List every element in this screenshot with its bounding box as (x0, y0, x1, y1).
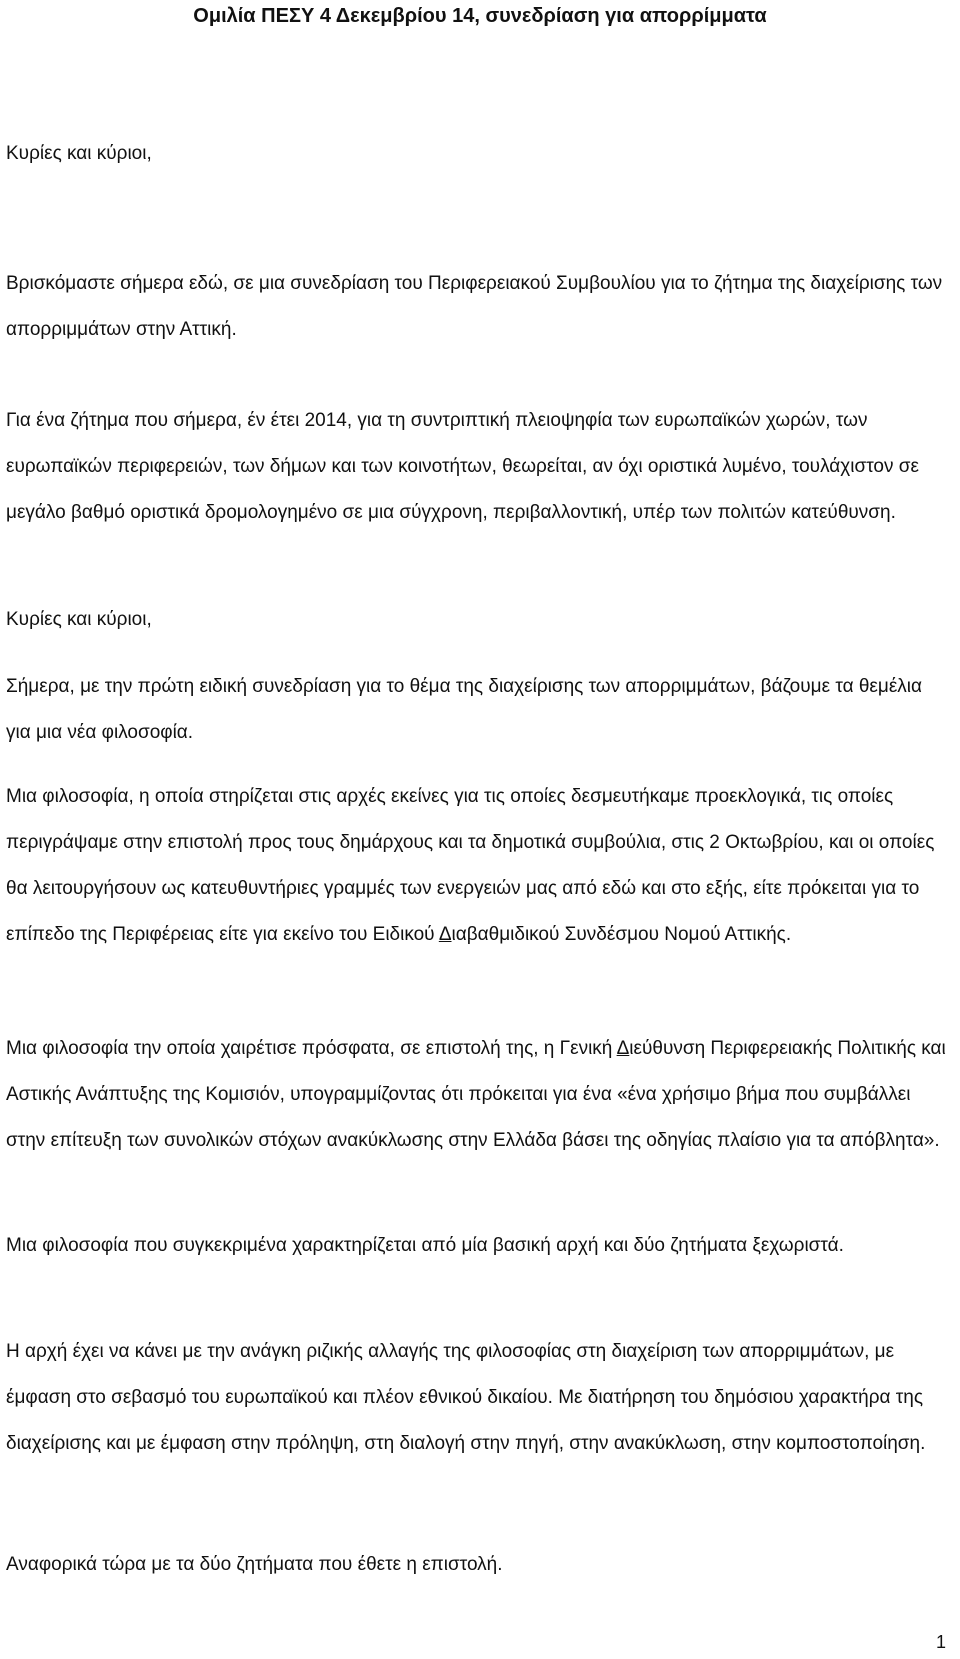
greeting: Κυρίες και κύριοι, (6, 143, 152, 164)
paragraph-5-text-end: ιεύθυνση Περιφερειακής Πολιτικής και Αστικής Ανάπτυξης της Κομισιόν, υπογραμμίζοντας ότι πρόκειται για ένα «ένα χρήσιμο βήμα που συμβάλλει στην επίτευξη των συνολικών στόχων ανακύκλωσης στην Ελλάδα βάσει της οδηγίας πλαίσιο για τα απόβλητα». (6, 1038, 946, 1151)
paragraph-6: Μια φιλοσοφία που συγκεκριμένα χαρακτηρίζεται από μία βασική αρχή και δύο ζητήματα ξεχωριστά. (6, 1235, 844, 1256)
page-number: 1 (935, 1632, 946, 1652)
document-title: Ομιλία ΠΕΣΥ 4 Δεκεμβρίου 14, συνεδρίαση για απορρίμματα (193, 5, 767, 27)
paragraph-5-text-start: Μια φιλοσοφία την οποία χαιρέτισε πρόσφατα, σε επιστολή της, η Γενική (6, 1038, 617, 1059)
paragraph-2: Για ένα ζήτημα που σήμερα, έν έτει 2014, για τη συντριπτική πλειοψηφία των ευρωπαϊκών χωρών, των ευρωπαϊκών περιφερειών, των δήμων και των κοινοτήτων, θεωρείται, αν όχι οριστικά λυμένο, τουλάχιστον σε μεγάλο βαθμό οριστικά δρομολογημένο σε μια σύγχρονη, περιβαλλοντική, υπέρ των πολιτών κατεύθυνση. (6, 410, 919, 523)
paragraph-1: Βρισκόμαστε σήμερα εδώ, σε μια συνεδρίαση του Περιφερειακού Συμβουλίου για το ζήτημα της διαχείρισης των απορριμμάτων στην Αττική. (6, 273, 943, 340)
paragraph-7: Η αρχή έχει να κάνει με την ανάγκη ριζικής αλλαγής της φιλοσοφίας στη διαχείριση των απορριμμάτων, με έμφαση στο σεβασμό του ευρωπαϊκού και πλέον εθνικού δικαίου. Με διατήρηση του δημόσιου χαρακτήρα της διαχείρισης και με έμφαση στην πρόληψη, στη διαλογή στην πηγή, στην ανακύκλωση, στην κομποστοποίηση. (6, 1341, 926, 1454)
paragraph-4-text-end: ιαβαθμιδικού Συνδέσμου Νομού Αττικής. (451, 924, 792, 945)
paragraph-8: Αναφορικά τώρα με τα δύο ζητήματα που έθετε η επιστολή. (6, 1554, 503, 1575)
greeting-2: Κυρίες και κύριοι, (6, 609, 152, 630)
paragraph-3: Σήμερα, με την πρώτη ειδική συνεδρίαση για το θέμα της διαχείρισης των απορριμμάτων, βάζουμε τα θεμέλια για μια νέα φιλοσοφία. (6, 676, 922, 743)
paragraph-4-underlined-letter: Δ (438, 924, 452, 945)
paragraph-5 (6, 1026, 951, 1164)
paragraph-4-text-start: Μια φιλοσοφία, η οποία στηρίζεται στις αρχές εκείνες για τις οποίες δεσμευτήκαμε προεκλογικά, τις οποίες περιγράψαμε στην επιστολή προς τους δημάρχους και τα δημοτικά συμβούλια, στις 2 Οκτωβρίου, και οι οποίες θα λειτουργήσουν ως κατευθυντήριες γραμμές των ενεργειών μας από εδώ και στο εξής, είτε πρόκειται για το επίπεδο της Περιφέρειας είτε για εκείνο του Ειδικού (6, 786, 935, 945)
paragraph-5-underlined-letter: Δ (616, 1038, 630, 1059)
paragraph-4 (6, 774, 951, 958)
